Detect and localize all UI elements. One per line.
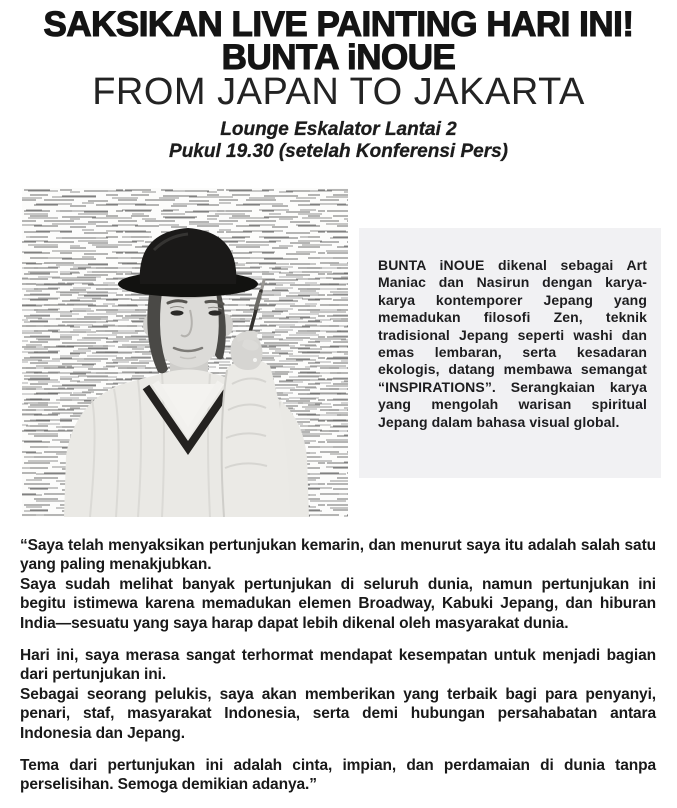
artist-photo [22, 188, 348, 517]
headline-line2: BUNTA iNOUE [221, 38, 456, 77]
flyer-header [0, 5, 677, 163]
time-line: Pukul 19.30 (setelah Konferensi Pers) [169, 141, 508, 162]
venue-line: Lounge Eskalator Lantai 2 [220, 119, 457, 140]
quote-section [20, 536, 656, 795]
quote-paragraph: Tema dari pertunjukan ini adalah cinta, impian, dan perdamaian di dunia tanpa perselisihan. Semoga demikian adanya.” [20, 757, 656, 794]
quote-paragraph: Hari ini, saya merasa sangat terhormat mendapat kesempatan untuk menjadi bagian dari pertunjukan ini. [20, 647, 656, 684]
artist-photo-illustration [22, 188, 348, 517]
headline-line3: FROM JAPAN TO JAKARTA [92, 71, 585, 113]
bio-box [359, 228, 661, 478]
quote-paragraph: Sebagai seorang pelukis, saya akan memberikan yang terbaik bagi para penyanyi, penari, staf, masyarakat Indonesia, serta demi hubungan persahabatan antara Indonesia dan Jepang. [20, 685, 656, 742]
headline-line1: SAKSIKAN LIVE PAINTING HARI INI! [43, 5, 634, 44]
quote-paragraph: “Saya telah menyaksikan pertunjukan kemarin, dan menurut saya itu adalah salah satu yang paling menakjubkan. [20, 537, 656, 574]
quote-paragraph: Saya sudah melihat banyak pertunjukan di seluruh dunia, namun pertunjukan ini begitu istimewa karena memadukan elemen Broadway, Kabuki Jepang, dan hiburan India—sesuatu yang saya harap dapat lebih dikenal oleh masyarakat dunia. [20, 575, 656, 632]
bio-text: BUNTA iNOUE dikenal sebagai Art Maniac dan Nasirun dengan karya-karya kontemporer Jepang yang memadukan filosofi Zen, teknik tradisional Jepang seperti washi dan emas lembaran, serta kesadaran ekologis, datang membawa semangat “INSPIRATIONS”. Serangkaian karya yang mengolah warisan spiritual Jepang dalam bahasa visual global. [378, 257, 647, 430]
